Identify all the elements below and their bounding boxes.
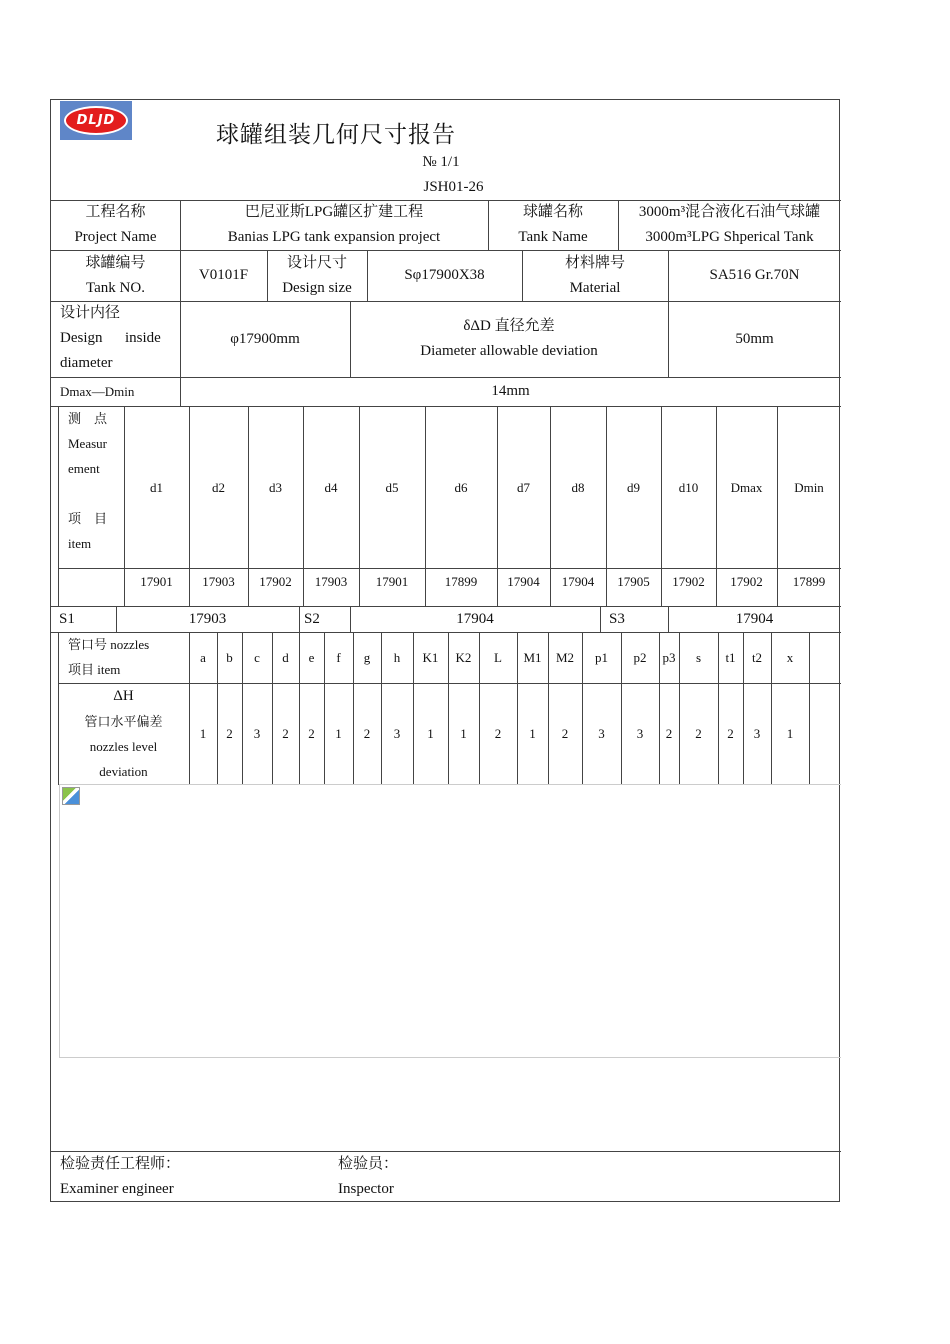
design-inside-diameter-value: φ17900mm [230, 330, 300, 347]
dmax-dmin-value: 14mm [491, 383, 530, 399]
measure-value-cell: 17903 [202, 573, 235, 589]
nozzle-value-cell: 2 [695, 726, 702, 741]
measure-value-cell: 17901 [375, 573, 409, 589]
nozzle-header-cell: g [363, 650, 371, 665]
nozzle-header-cell: d [282, 650, 289, 665]
s1-label: S1 [59, 611, 75, 627]
nozzle-header-cell: K1 [422, 650, 439, 665]
measure-header-cell: d4 [324, 479, 338, 495]
nozzle-header-cell: h [393, 650, 401, 665]
nozzle-header-cell: c [254, 650, 260, 665]
report-code: JSH01-26 [423, 179, 484, 195]
nozzle-value-cell: 2 [494, 726, 502, 741]
nozzle-value-cell: 1 [335, 726, 342, 741]
nozzle-header-cell: s [695, 650, 702, 665]
nozzle-header-cell: a [200, 650, 206, 665]
nozzle-header-cell: L [494, 650, 502, 665]
tank-no-value: V0101F [198, 267, 249, 283]
tank-name-label: 球罐名称 Tank Name [518, 204, 588, 245]
dmax-dmin-label: Dmax—Dmin [60, 384, 135, 399]
s1-value: 17903 [188, 610, 227, 627]
material-value: SA516 Gr.70N [709, 267, 800, 283]
measure-header-cell: d3 [269, 479, 282, 495]
nozzle-value-cell: 2 [282, 726, 289, 741]
nozzle-header-cell: t1 [725, 650, 736, 665]
measure-header-cell: d5 [385, 479, 399, 495]
nozzle-header-cell: p3 [662, 650, 676, 665]
measure-value-cell: 17904 [507, 573, 540, 589]
report-document [50, 99, 840, 1202]
company-logo [60, 101, 132, 140]
nozzle-item-label: 管口号 nozzles 项目 item [68, 637, 150, 677]
nozzle-value-cell: 3 [253, 726, 261, 741]
nozzle-value-cell: 2 [363, 726, 371, 741]
nozzle-header-cell [809, 632, 841, 683]
s2-value: 17904 [456, 610, 494, 627]
nozzle-value-cell: 1 [199, 726, 207, 741]
measurement-item-label: 测 点 Measur ement 项 目 item [68, 411, 108, 551]
nozzle-header-cell: e [308, 650, 315, 665]
nozzle-value-cell: 3 [393, 726, 401, 741]
measure-value-cell: 17901 [140, 573, 173, 589]
nozzle-header-cell: t2 [751, 650, 763, 665]
s3-label: S3 [609, 611, 625, 627]
nozzle-deviation-label: ΔH 管口水平偏差 nozzles level deviation [84, 687, 163, 779]
project-name-value: 巴尼亚斯LPG罐区扩建工程 Banias LPG tank expansion project [227, 204, 441, 245]
measure-header-cell: d1 [150, 479, 163, 495]
measure-header-cell: d9 [627, 479, 640, 495]
report-title: 球罐组装几何尺寸报告 [216, 122, 456, 147]
measure-value-cell: 17903 [314, 573, 348, 589]
examiner-engineer-signature: 检验责任工程师： Examiner engineer [60, 1156, 181, 1197]
measure-header-cell: d10 [678, 479, 699, 495]
measure-header-cell: d2 [212, 479, 225, 495]
logo-text: DLJD [76, 113, 116, 128]
project-name-label: 工程名称 Project Name [74, 204, 157, 245]
measure-header-cell: d7 [517, 479, 530, 495]
measure-value-cell: 17902 [672, 573, 705, 589]
nozzle-value-cell: 1 [529, 726, 536, 741]
nozzle-value-cell: 1 [427, 726, 434, 741]
nozzle-value-cell: 2 [727, 726, 734, 741]
measure-value-cell: 17902 [730, 573, 763, 589]
design-size-value: Sφ17900X38 [404, 267, 485, 283]
nozzle-header-cell: p1 [595, 650, 608, 665]
nozzle-value-cell: 1 [460, 726, 467, 741]
nozzle-header-cell: f [336, 650, 341, 665]
measure-value-cell: 17899 [792, 573, 826, 589]
nozzle-value-cell: 3 [598, 726, 605, 741]
s2-label: S2 [304, 611, 320, 627]
measure-value-cell: 17905 [617, 573, 650, 589]
nozzle-value-cell: 3 [753, 726, 761, 741]
nozzle-header-cell: M1 [523, 650, 542, 665]
measure-header-cell: Dmin [794, 479, 824, 495]
tank-no-label: 球罐编号 Tank NO. [85, 254, 146, 296]
measure-header-cell: Dmax [730, 479, 763, 495]
measure-header-cell: d6 [454, 479, 468, 495]
nozzle-value-cell [809, 683, 841, 784]
photo-area [59, 784, 841, 1058]
design-inside-diameter-label: 设计内径 Design inside diameter [60, 305, 161, 371]
nozzle-header-cell: K2 [455, 650, 472, 665]
design-size-label: 设计尺寸 Design size [282, 254, 352, 296]
broken-image-icon [62, 787, 80, 805]
nozzle-header-cell: b [226, 650, 233, 665]
nozzle-value-cell: 2 [561, 726, 569, 741]
inspector-signature: 检验员： Inspector [338, 1156, 399, 1197]
measure-header-cell: d8 [571, 479, 585, 495]
nozzle-header-cell: p2 [633, 650, 647, 665]
measure-value-cell: 17902 [259, 573, 292, 589]
tank-name-value: 3000m³混合液化石油气球罐 3000m³LPG Shperical Tank [638, 204, 821, 245]
s3-value: 17904 [735, 610, 774, 627]
measure-value-cell: 17899 [444, 573, 478, 589]
nozzle-value-cell: 2 [226, 726, 233, 741]
report-number: № 1/1 [422, 154, 460, 170]
nozzle-header-cell: x [786, 650, 794, 665]
nozzle-header-cell: M2 [555, 650, 575, 665]
nozzle-value-cell: 2 [665, 726, 673, 741]
diameter-deviation-label: δΔD 直径允差 Diameter allowable deviation [420, 318, 598, 359]
diameter-deviation-value: 50mm [735, 330, 774, 347]
material-label: 材料牌号 Material [564, 254, 625, 296]
nozzle-value-cell: 3 [636, 726, 644, 741]
nozzle-value-cell: 2 [308, 726, 315, 741]
nozzle-value-cell: 1 [786, 726, 794, 741]
measure-value-cell: 17904 [561, 573, 595, 589]
